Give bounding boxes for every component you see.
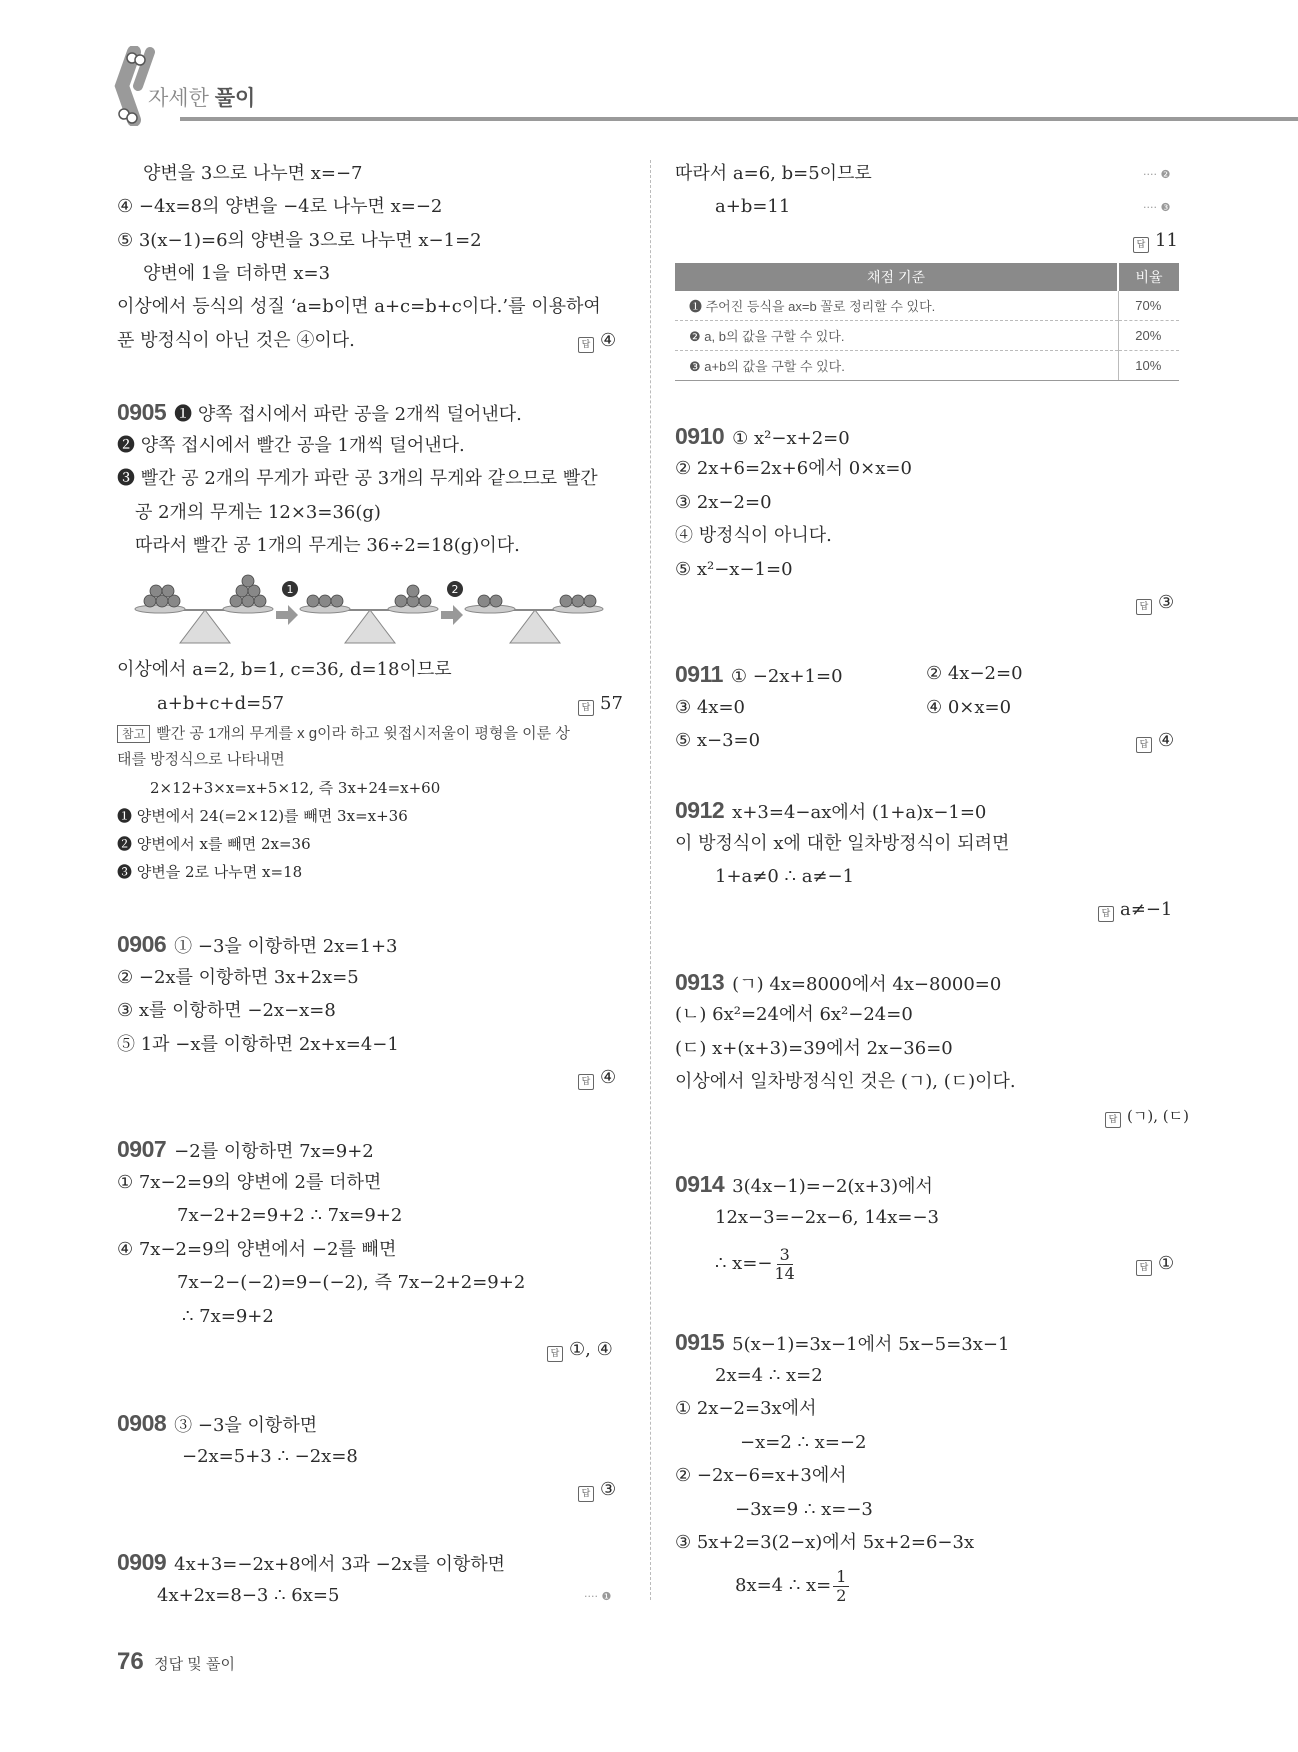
problem-number: 0914 xyxy=(675,1171,725,1197)
answer-value: ④ xyxy=(600,1067,617,1088)
text-line: ③ 4x=0 xyxy=(675,697,745,718)
text-line: ① −3을 이항하면 2x=1+3 xyxy=(174,936,398,957)
answer xyxy=(1133,229,1178,253)
grading-criterion: ❶ 주어진 등식을 ax=b 꼴로 정리할 수 있다. xyxy=(675,291,1118,321)
problem-number: 0913 xyxy=(675,969,725,995)
step-marker: ···· ❸ xyxy=(1143,201,1171,214)
text-line: −3x=9 ∴ x=−3 xyxy=(735,1499,873,1520)
arrow-2-icon xyxy=(441,581,463,625)
text-line: ④ 방정식이 아니다. xyxy=(675,525,832,546)
text-line: 양변을 3으로 나누면 x=−7 xyxy=(143,163,363,184)
answer-value: (ㄱ), (ㄷ) xyxy=(1127,1107,1189,1125)
problem-number: 0915 xyxy=(675,1329,725,1355)
text-line: ③ −3을 이항하면 xyxy=(174,1415,318,1436)
text-line: 따라서 a=6, b=5이므로 xyxy=(675,163,872,184)
answer-icon: 답 xyxy=(578,337,594,353)
denominator: 14 xyxy=(774,1263,795,1283)
answer-icon: 답 xyxy=(578,700,594,716)
text-line: ② 2x+6=2x+6에서 0×x=0 xyxy=(675,458,912,479)
text-line: 양변에 1을 더하면 x=3 xyxy=(143,263,331,284)
text-line: 8x=4 ∴ x= xyxy=(735,1575,832,1596)
text-line: ③ x를 이항하면 −2x−x=8 xyxy=(117,1000,336,1021)
problem-number: 0908 xyxy=(117,1410,167,1436)
text-line: a+b+c+d=57 xyxy=(157,693,285,714)
answer-icon: 답 xyxy=(1136,1260,1152,1276)
grading-ratio: 10% xyxy=(1118,351,1179,381)
answer xyxy=(1105,1104,1189,1128)
grading-row xyxy=(675,321,1179,351)
answer-value: ④ xyxy=(600,330,617,351)
problem-number: 0907 xyxy=(117,1136,167,1162)
problem-0915 xyxy=(675,1330,1009,1357)
problem-number: 0909 xyxy=(117,1549,167,1575)
text-line: −2를 이항하면 7x=9+2 xyxy=(174,1141,374,1162)
fraction-line xyxy=(715,1244,797,1284)
problem-number: 0910 xyxy=(675,423,725,449)
svg-text:2: 2 xyxy=(451,583,459,596)
page-footer xyxy=(117,1648,235,1676)
text-line: ⑤ 3(x−1)=6의 양변을 3으로 나누면 x−1=2 xyxy=(117,230,482,251)
grading-criterion: ❸ a+b의 값을 구할 수 있다. xyxy=(675,351,1118,381)
denominator: 2 xyxy=(836,1585,847,1605)
answer-icon: 답 xyxy=(547,1346,563,1362)
note-text: 빨간 공 1개의 무게를 x g이라 하고 윗접시저울이 평형을 이룬 상 xyxy=(156,725,570,742)
problem-0914 xyxy=(675,1172,933,1199)
answer-icon: 답 xyxy=(1133,237,1149,253)
text-line: (ㄷ) x+(x+3)=39에서 2x−36=0 xyxy=(675,1038,953,1059)
fraction xyxy=(775,1246,795,1283)
answer-icon: 답 xyxy=(578,1074,594,1090)
text-line: ① x²−x+2=0 xyxy=(732,428,850,449)
text-line: x+3=4−ax에서 (1+a)x−1=0 xyxy=(732,802,987,823)
answer-value: ④ xyxy=(1158,730,1175,751)
text-line: ③ 5x+2=3(2−x)에서 5x+2=6−3x xyxy=(675,1532,975,1553)
grading-row xyxy=(675,291,1179,321)
grading-header-row xyxy=(675,263,1179,291)
text-line: ⑤ x−3=0 xyxy=(675,730,761,751)
step-marker: ···· ❷ xyxy=(1143,168,1171,181)
fraction-line xyxy=(735,1566,851,1606)
text-line: ① 7x−2=9의 양변에 2를 더하면 xyxy=(117,1172,382,1193)
note-text: 태를 방정식으로 나타내면 xyxy=(117,751,285,768)
problem-0905 xyxy=(117,400,522,427)
problem-number: 0906 xyxy=(117,931,167,957)
note-text: ❶ 양변에서 24(=2×12)를 빼면 3x=x+36 xyxy=(117,807,408,825)
text-line: ❶ 양쪽 접시에서 파란 공을 2개씩 덜어낸다. xyxy=(174,404,522,425)
text-line: 이상에서 a=2, b=1, c=36, d=18이므로 xyxy=(117,659,452,680)
text-line: 7x−2+2=9+2 ∴ 7x=9+2 xyxy=(177,1205,403,1226)
text-line: ❷ 양쪽 접시에서 빨간 공을 1개씩 덜어낸다. xyxy=(117,435,465,456)
numerator: 1 xyxy=(833,1568,849,1587)
answer-value: ①, ④ xyxy=(569,1339,613,1360)
header-label xyxy=(148,82,255,112)
answer-icon: 답 xyxy=(1105,1112,1121,1128)
note-tag: 참고 xyxy=(117,725,150,743)
text-line: −2x=5+3 ∴ −2x=8 xyxy=(182,1446,358,1467)
text-line: ④ 7x−2=9의 양변에서 −2를 빼면 xyxy=(117,1239,397,1260)
answer-value: ③ xyxy=(600,1479,617,1500)
problem-0913 xyxy=(675,970,1001,997)
problem-0912 xyxy=(675,798,986,825)
answer xyxy=(578,1066,616,1090)
text-line: ① −2x+1=0 xyxy=(730,666,843,687)
header-rule xyxy=(180,117,1298,121)
answer xyxy=(1136,729,1174,753)
text-line: ⑤ 1과 −x를 이항하면 2x+x=4−1 xyxy=(117,1034,399,1055)
answer-icon: 답 xyxy=(578,1486,594,1502)
balance-scale-illustration xyxy=(130,565,610,645)
text-line: 4x+3=−2x+8에서 3과 −2x를 이항하면 xyxy=(174,1554,506,1575)
text-line: ② 4x−2=0 xyxy=(926,663,1023,684)
problem-0910 xyxy=(675,424,850,451)
numerator: 3 xyxy=(777,1246,793,1265)
problem-0908 xyxy=(117,1411,317,1438)
text-line: 4x+2x=8−3 ∴ 6x=5 xyxy=(157,1585,340,1606)
text-line: 이상에서 등식의 성질 ‘a=b이면 a+c=b+c이다.’를 이용하여 xyxy=(117,296,601,317)
answer xyxy=(1098,898,1172,922)
answer-value: ③ xyxy=(1158,592,1175,613)
note-line xyxy=(117,722,570,746)
answer xyxy=(547,1338,613,1362)
answer xyxy=(578,692,623,716)
arrow-1-icon xyxy=(276,581,298,625)
answer xyxy=(578,329,616,353)
grading-header-ratio: 비율 xyxy=(1118,263,1179,291)
text-line: ④ 0×x=0 xyxy=(926,697,1012,718)
text-line: 이 방정식이 x에 대한 일차방정식이 되려면 xyxy=(675,833,1010,854)
note-text: 2×12+3×x=x+5×12, 즉 3x+24=x+60 xyxy=(150,779,441,797)
text-line: ② −2x를 이항하면 3x+2x=5 xyxy=(117,967,359,988)
text-line: ⑤ x²−x−1=0 xyxy=(675,559,793,580)
scale-2 xyxy=(300,585,438,643)
text-line: 12x−3=−2x−6, 14x=−3 xyxy=(715,1207,940,1228)
answer xyxy=(1136,591,1174,615)
text-line: −x=2 ∴ x=−2 xyxy=(740,1432,867,1453)
grading-table xyxy=(675,263,1179,381)
header-label-light: 자세한 xyxy=(148,87,209,110)
fraction xyxy=(833,1568,849,1605)
column-divider xyxy=(650,160,651,1600)
step-marker: ···· ❶ xyxy=(584,1590,612,1603)
text-line: 7x−2−(−2)=9−(−2), 즉 7x−2+2=9+2 xyxy=(177,1272,526,1293)
text-line: ① 2x−2=3x에서 xyxy=(675,1398,817,1419)
page-number: 76 xyxy=(117,1648,144,1675)
text-line: 공 2개의 무게는 12×3=36(g) xyxy=(135,502,381,523)
text-line: (ㄴ) 6x²=24에서 6x²−24=0 xyxy=(675,1004,913,1025)
text-line: 이상에서 일차방정식인 것은 (ㄱ), (ㄷ)이다. xyxy=(675,1071,1016,1092)
footer-label: 정답 및 풀이 xyxy=(154,1656,235,1673)
problem-0907 xyxy=(117,1137,374,1164)
text-line: ③ 2x−2=0 xyxy=(675,492,772,513)
note-text: ❷ 양변에서 x를 빼면 2x=36 xyxy=(117,835,311,853)
problem-0911 xyxy=(675,662,843,689)
text-line: ② −2x−6=x+3에서 xyxy=(675,1465,847,1486)
answer-value: ① xyxy=(1158,1253,1175,1274)
problem-number: 0911 xyxy=(675,661,723,687)
answer-icon: 답 xyxy=(1136,737,1152,753)
text-line: 푼 방정식이 아닌 것은 ④이다. xyxy=(117,330,355,351)
problem-0909 xyxy=(117,1550,505,1577)
problem-number: 0905 xyxy=(117,399,167,425)
answer-icon: 답 xyxy=(1136,599,1152,615)
answer-value: 11 xyxy=(1155,230,1178,251)
answer xyxy=(578,1478,616,1502)
text-line: ❸ 빨간 공 2개의 무게가 파란 공 3개의 무게와 같으므로 빨간 xyxy=(117,468,598,489)
answer-value: a≠−1 xyxy=(1120,899,1173,920)
text-line: 3(4x−1)=−2(x+3)에서 xyxy=(732,1176,933,1197)
note-text: ❸ 양변을 2로 나누면 x=18 xyxy=(117,863,303,881)
answer-icon: 답 xyxy=(1098,906,1114,922)
scale-3 xyxy=(465,595,603,643)
text-line: a+b=11 xyxy=(715,196,791,217)
grading-criterion: ❷ a, b의 값을 구할 수 있다. xyxy=(675,321,1118,351)
text-line: (ㄱ) 4x=8000에서 4x−8000=0 xyxy=(732,974,1002,995)
grading-row xyxy=(675,351,1179,381)
grading-ratio: 70% xyxy=(1118,291,1179,321)
svg-text:1: 1 xyxy=(286,583,294,596)
problem-number: 0912 xyxy=(675,797,725,823)
text-line: ④ −4x=8의 양변을 −4로 나누면 x=−2 xyxy=(117,196,443,217)
scale-1 xyxy=(135,575,273,643)
problem-0906 xyxy=(117,932,397,959)
grading-header-criteria: 채점 기준 xyxy=(675,263,1118,291)
answer-value: 57 xyxy=(600,693,623,714)
answer xyxy=(1136,1252,1174,1276)
text-line: ∴ x=− xyxy=(715,1253,773,1274)
text-line: 2x=4 ∴ x=2 xyxy=(715,1365,823,1386)
header-label-bold: 풀이 xyxy=(214,87,256,110)
text-line: 5(x−1)=3x−1에서 5x−5=3x−1 xyxy=(732,1334,1010,1355)
grading-ratio: 20% xyxy=(1118,321,1179,351)
text-line: 1+a≠0 ∴ a≠−1 xyxy=(715,866,855,887)
text-line: 따라서 빨간 공 1개의 무게는 36÷2=18(g)이다. xyxy=(135,535,520,556)
text-line: ∴ 7x=9+2 xyxy=(182,1306,274,1327)
